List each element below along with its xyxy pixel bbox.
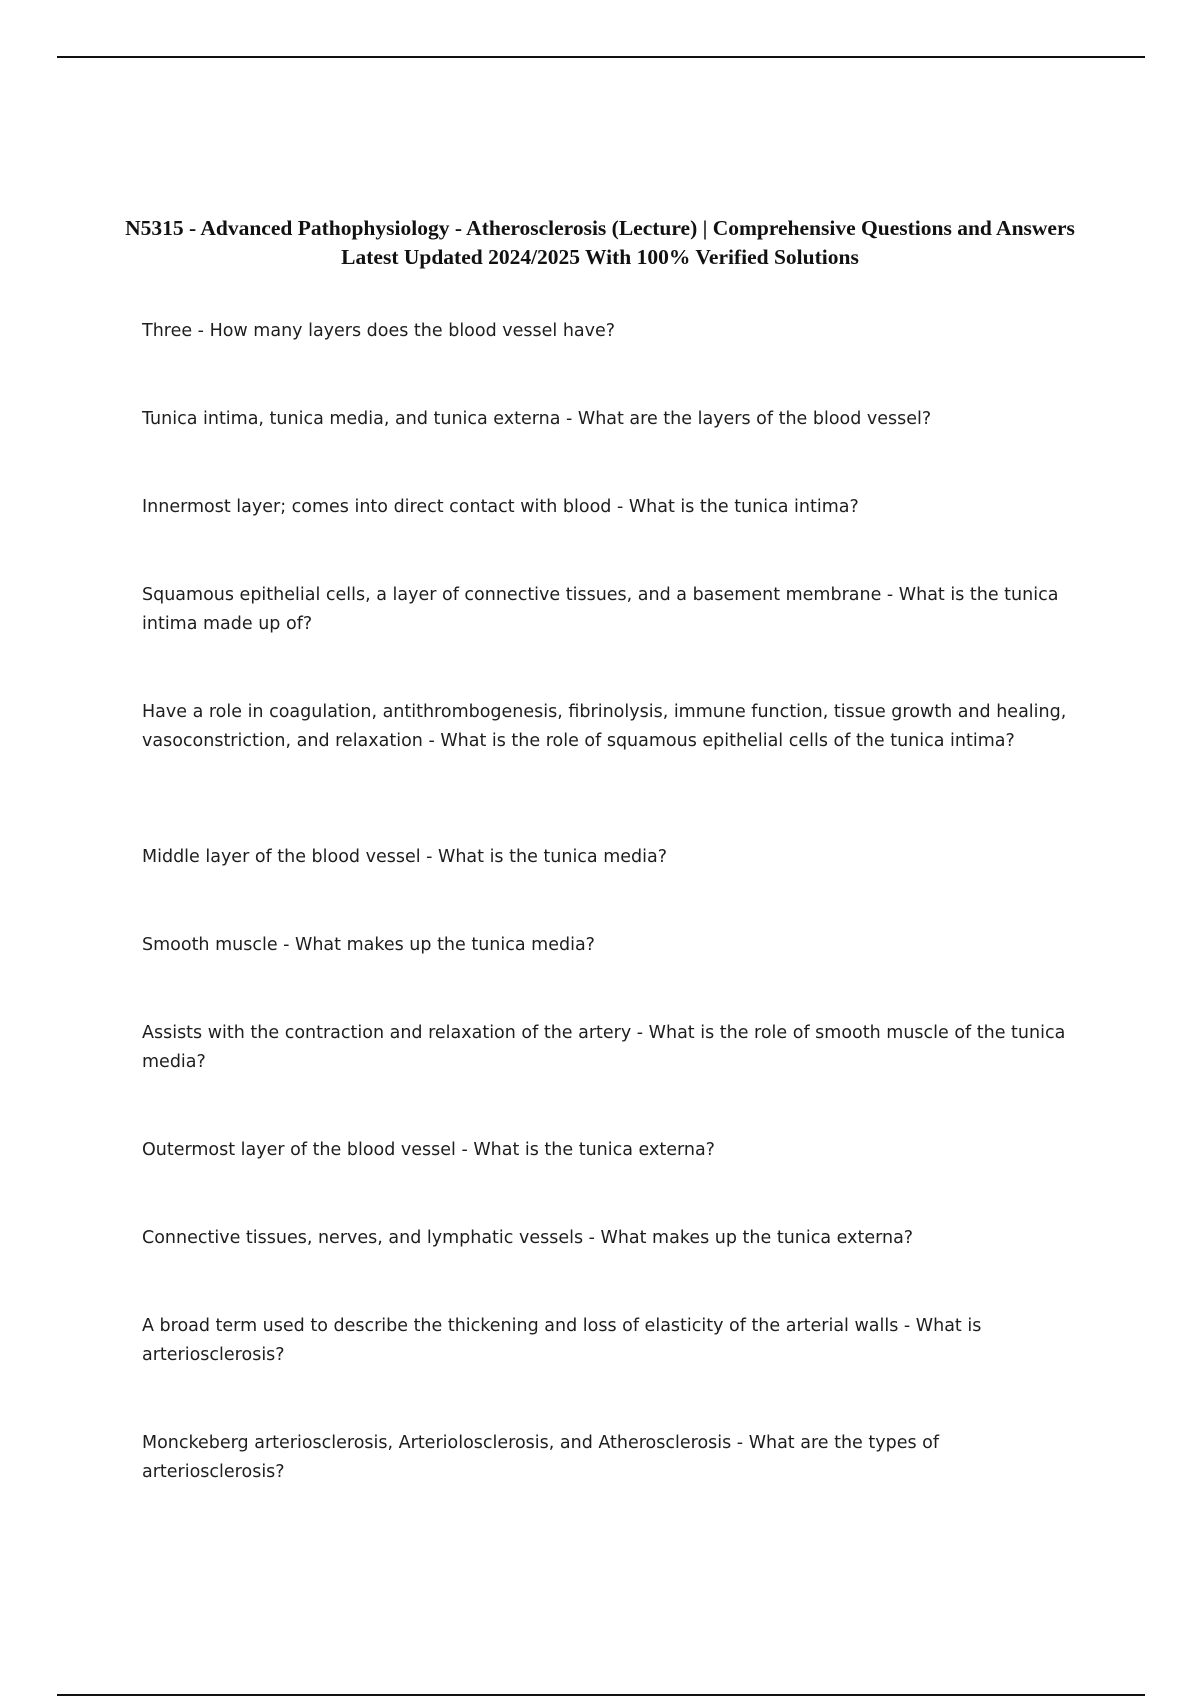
qa-item-4: Squamous epithelial cells, a layer of connective tissues, and a basement membrane - What is the tunica intima made up of? [142, 585, 1059, 634]
qa-item-1: Three - How many layers does the blood vessel have? [142, 321, 616, 341]
qa-item-6: Middle layer of the blood vessel - What is the tunica media? [142, 847, 668, 867]
qa-item-3: Innermost layer; comes into direct contact with blood - What is the tunica intima? [142, 497, 859, 517]
qa-item-7: Smooth muscle - What makes up the tunica media? [142, 935, 595, 955]
qa-item-10: Connective tissues, nerves, and lymphatic vessels - What makes up the tunica externa? [142, 1228, 914, 1248]
qa-item-8: Assists with the contraction and relaxation of the artery - What is the role of smooth muscle of the tunica media? [142, 1023, 1066, 1072]
qa-item-2: Tunica intima, tunica media, and tunica externa - What are the layers of the blood vessel? [142, 409, 932, 429]
qa-item-11: A broad term used to describe the thickening and loss of elasticity of the arterial walls - What is arteriosclerosis? [142, 1316, 982, 1365]
qa-item-9: Outermost layer of the blood vessel - What is the tunica externa? [142, 1140, 715, 1160]
qa-item-12: Monckeberg arteriosclerosis, Arteriolosclerosis, and Atherosclerosis - What are the types of arteriosclerosis? [142, 1433, 940, 1482]
document-title: N5315 - Advanced Pathophysiology - Atherosclerosis (Lecture) | Comprehensive Questions and Answers Latest Updated 2024/2025 With 100% Verified Solutions [125, 216, 1075, 269]
qa-item-5: Have a role in coagulation, antithrombogenesis, fibrinolysis, immune function, tissue growth and healing, vasoconstriction, and relaxation - What is the role of squamous epithelial cells of the tunica intima? [142, 702, 1067, 751]
bottom-rule [57, 1694, 1145, 1696]
